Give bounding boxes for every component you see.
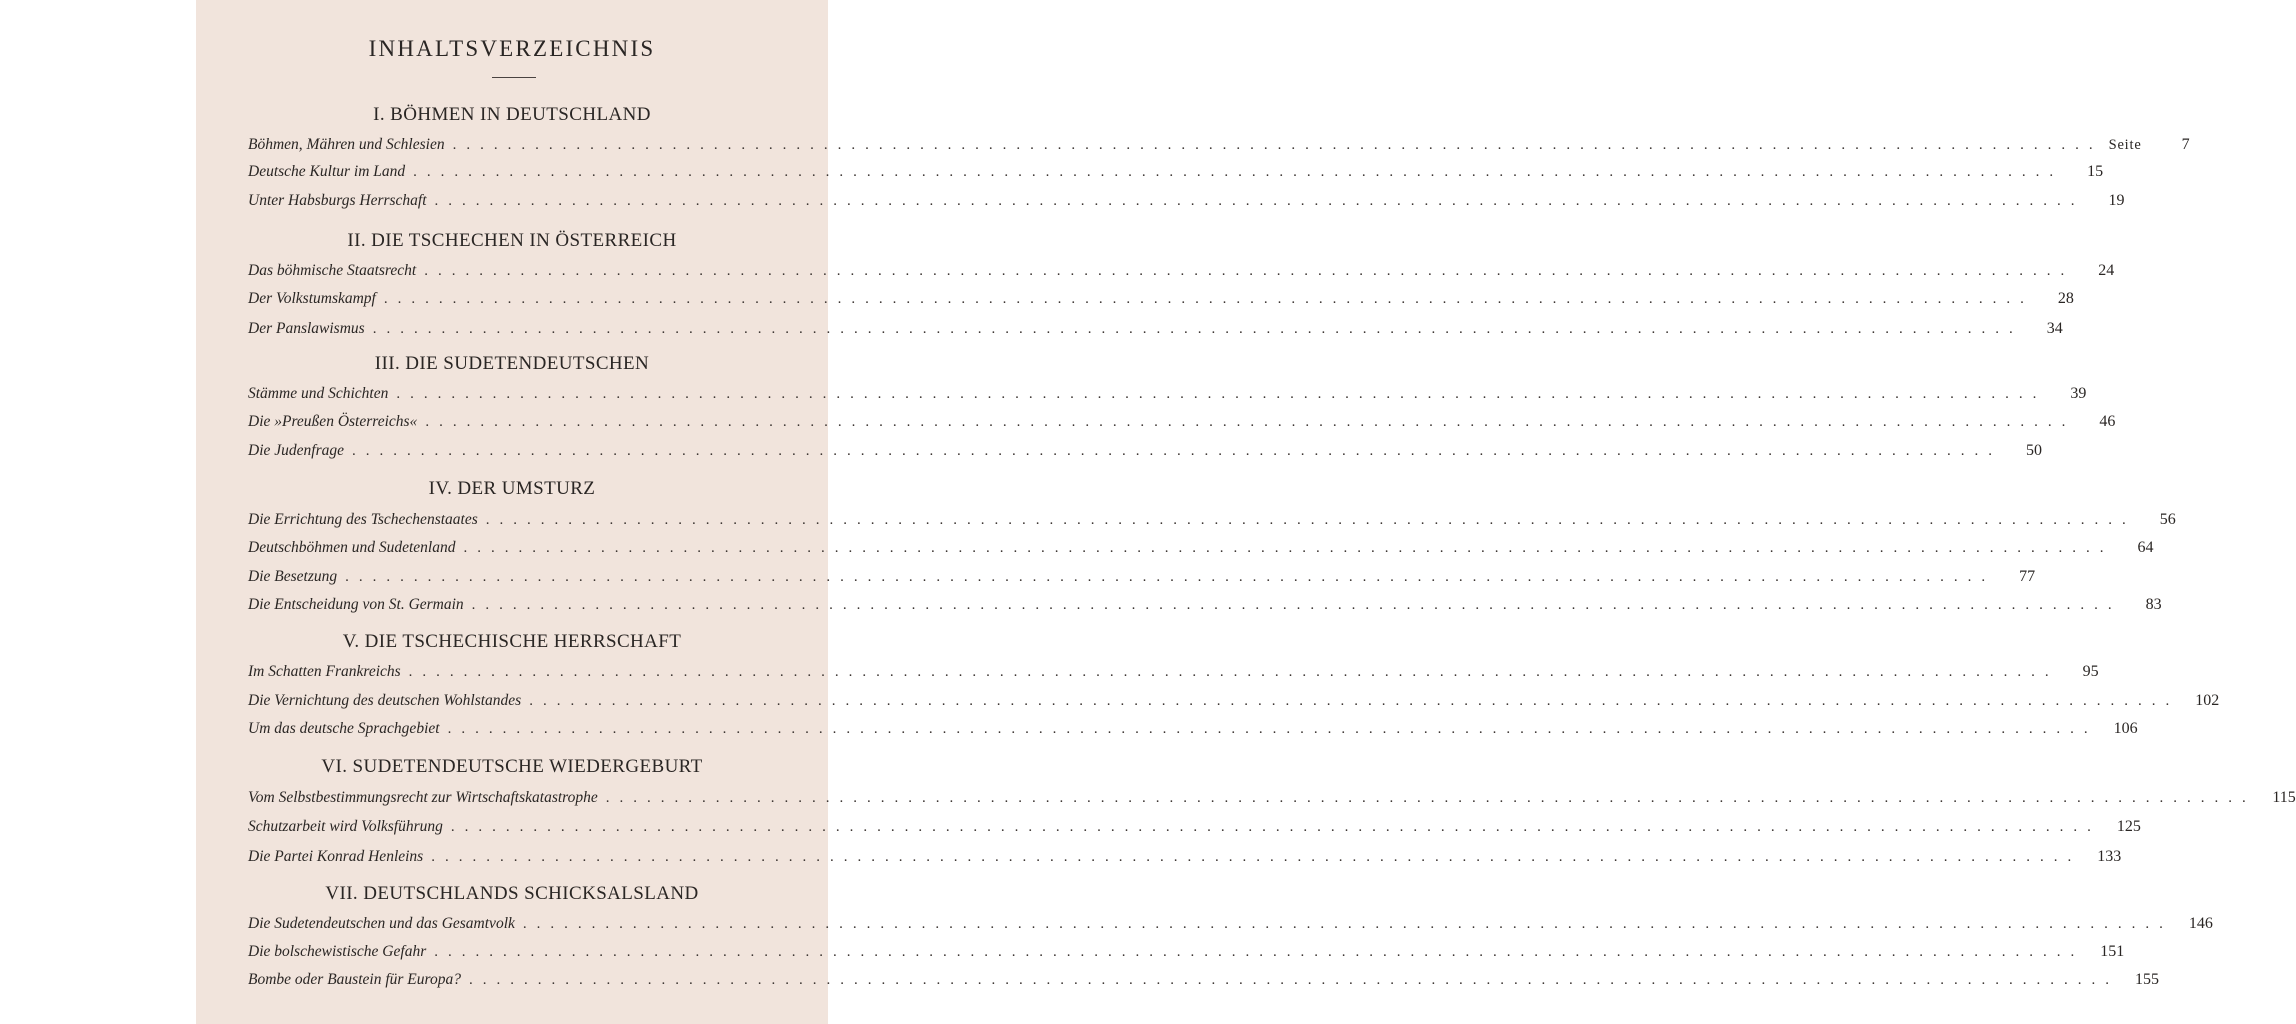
dot-leader: ........................................................................................................................ [522, 916, 2173, 932]
entry-title: Böhmen, Mähren und Schlesien [248, 136, 445, 153]
entry-page-number: 39 [2070, 385, 2087, 402]
toc-entry [248, 317, 2063, 341]
entry-title: Um das deutsche Sprachgebiet [248, 720, 440, 737]
toc-entry [248, 259, 2115, 283]
book-page [196, 0, 2296, 1024]
entry-title: Deutschböhmen und Sudetenland [248, 539, 456, 556]
entry-title: Das böhmische Staatsrecht [248, 262, 417, 279]
page-prefix: Seite [2108, 137, 2142, 153]
toc-entry [248, 133, 2190, 157]
dot-leader: ........................................................................................................................ [450, 819, 2101, 835]
entry-title: Die »Preußen Österreichs« [248, 413, 418, 430]
dot-leader: ........................................................................................................................ [425, 414, 2076, 430]
dot-leader: ........................................................................................................................ [351, 443, 2002, 459]
entry-title: Unter Habsburgs Herrschaft [248, 192, 427, 209]
toc-entry [248, 189, 2125, 213]
dot-leader: ........................................................................................................................ [383, 291, 2034, 307]
entry-title: Stämme und Schichten [248, 385, 389, 402]
entry-page-number: 155 [2134, 971, 2159, 988]
toc-entry [248, 689, 2220, 713]
dot-leader: ........................................................................................................................ [434, 193, 2085, 209]
entry-page-number: 28 [2057, 290, 2074, 307]
entry-page-number: 102 [2195, 692, 2220, 709]
toc-entry [248, 410, 2116, 434]
entry-page-number: 15 [2087, 163, 2104, 180]
dot-leader: ........................................................................................................................ [452, 137, 2103, 153]
toc-entry [248, 968, 2159, 992]
entry-page-number: 133 [2097, 848, 2122, 865]
dot-leader: ........................................................................................................................ [372, 321, 2023, 337]
entry-page-number: 83 [2145, 596, 2162, 613]
entry-page-number: 151 [2100, 943, 2125, 960]
dot-leader: ........................................................................................................................ [471, 597, 2122, 613]
toc-entry [248, 660, 2099, 684]
entry-page-number: 64 [2137, 539, 2154, 556]
toc-entry [248, 536, 2154, 560]
chapter-heading: III. DIE SUDETENDEUTSCHEN [374, 353, 650, 374]
toc-entry [248, 565, 2036, 589]
entry-page-number: 77 [2019, 568, 2036, 585]
toc-entry [248, 717, 2138, 741]
entry-title: Der Volkstumskampf [248, 290, 376, 307]
entry-title: Die Besetzung [248, 568, 338, 585]
entry-page-number: 95 [2082, 663, 2099, 680]
dot-leader: ........................................................................................................................ [485, 512, 2136, 528]
entry-title: Die bolschewistische Gefahr [248, 943, 427, 960]
entry-page-number: 46 [2099, 413, 2116, 430]
dot-leader: ........................................................................................................................ [605, 790, 2256, 806]
dot-leader: ........................................................................................................................ [408, 664, 2059, 680]
entry-title: Bombe oder Baustein für Europa? [248, 971, 461, 988]
entry-title: Die Judenfrage [248, 442, 344, 459]
entry-title: Die Sudetendeutschen und das Gesamtvolk [248, 915, 515, 932]
toc-entry [248, 287, 2074, 311]
entry-page-number: 19 [2108, 192, 2125, 209]
toc-entry [248, 786, 2296, 810]
chapter-heading: VI. SUDETENDEUTSCHE WIEDERGEBURT [321, 756, 703, 777]
dot-leader: ........................................................................................................................ [396, 386, 2047, 402]
entry-page-number: 146 [2188, 915, 2213, 932]
dot-leader: ........................................................................................................................ [447, 721, 2098, 737]
toc-entry [248, 845, 2122, 869]
entry-page-number: 24 [2098, 262, 2115, 279]
dot-leader: ........................................................................................................................ [468, 972, 2119, 988]
entry-page-number: 106 [2113, 720, 2138, 737]
chapter-heading: VII. DEUTSCHLANDS SCHICKSALSLAND [325, 883, 699, 904]
toc-entry [248, 160, 2104, 184]
entry-title: Schutzarbeit wird Volksführung [248, 818, 443, 835]
chapter-heading: V. DIE TSCHECHISCHE HERRSCHAFT [342, 631, 682, 652]
entry-page-number: 34 [2046, 320, 2063, 337]
entry-page-number: 56 [2159, 511, 2176, 528]
entry-page-number: 50 [2025, 442, 2042, 459]
toc-entry [248, 382, 2087, 406]
toc-entry [248, 439, 2042, 463]
entry-title: Deutsche Kultur im Land [248, 163, 406, 180]
entry-title: Die Errichtung des Tschechenstaates [248, 511, 478, 528]
dot-leader: ........................................................................................................................ [431, 849, 2082, 865]
entry-title: Die Entscheidung von St. Germain [248, 596, 464, 613]
toc-entry [248, 912, 2213, 936]
entry-title: Der Panslawismus [248, 320, 365, 337]
dot-leader: ........................................................................................................................ [424, 263, 2075, 279]
entry-title: Die Vernichtung des deutschen Wohlstandes [248, 692, 522, 709]
dot-leader: ........................................................................................................................ [434, 944, 2085, 960]
entry-title: Vom Selbstbestimmungsrecht zur Wirtschaftskatastrophe [248, 789, 598, 806]
entry-page-number: 7 [2181, 136, 2190, 153]
toc-entry [248, 940, 2125, 964]
toc-entry [248, 593, 2162, 617]
dot-leader: ........................................................................................................................ [345, 569, 1996, 585]
entry-page-number: 115 [2272, 789, 2296, 806]
page-title: INHALTSVERZEICHNIS [368, 36, 656, 61]
toc-entry [248, 815, 2141, 839]
dot-leader: ........................................................................................................................ [413, 164, 2064, 180]
chapter-heading: I. BÖHMEN IN DEUTSCHLAND [373, 104, 651, 125]
chapter-heading: IV. DER UMSTURZ [428, 478, 596, 499]
toc-entry [248, 508, 2176, 532]
entry-title: Die Partei Konrad Henleins [248, 848, 424, 865]
title-divider [492, 77, 536, 78]
chapter-heading: II. DIE TSCHECHEN IN ÖSTERREICH [347, 230, 677, 251]
entry-page-number: 125 [2116, 818, 2141, 835]
entry-title: Im Schatten Frankreichs [248, 663, 401, 680]
dot-leader: ........................................................................................................................ [529, 693, 2180, 709]
dot-leader: ........................................................................................................................ [463, 540, 2114, 556]
